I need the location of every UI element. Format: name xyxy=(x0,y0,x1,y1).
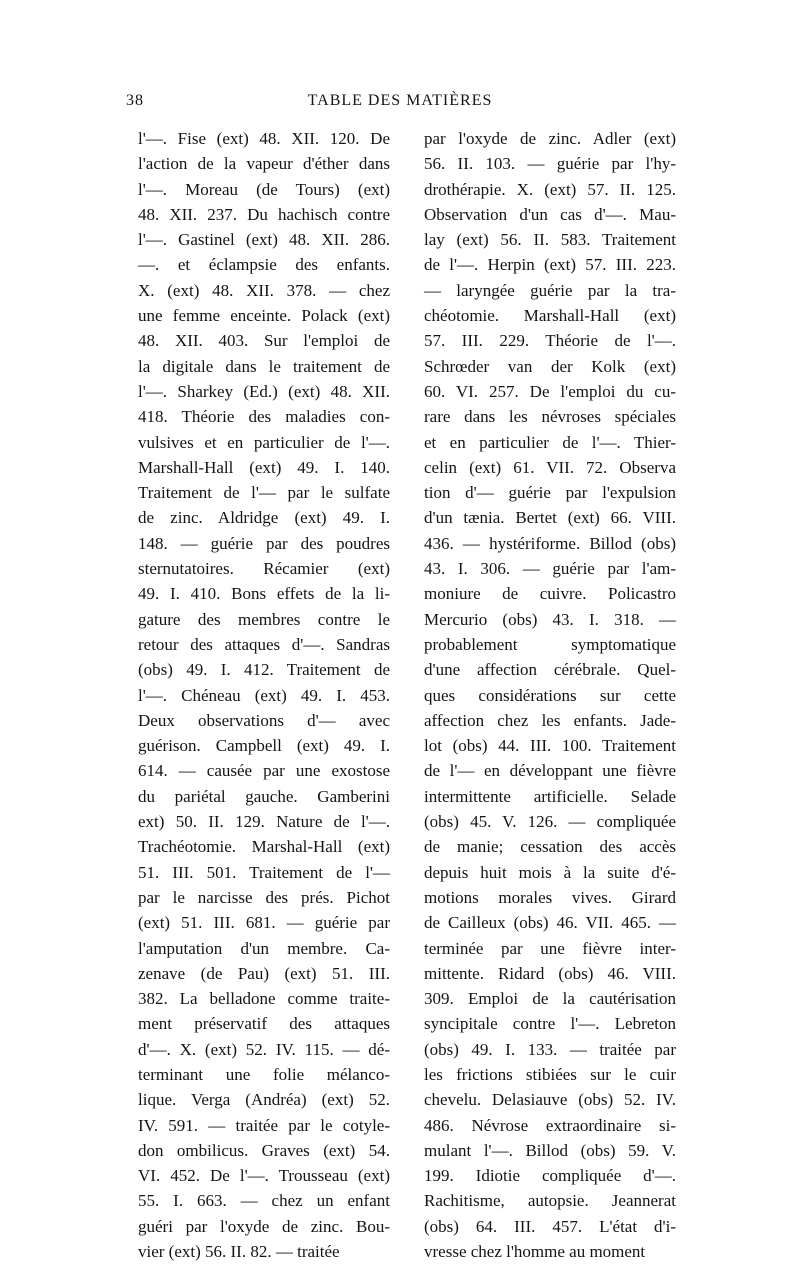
left-column xyxy=(138,126,390,1264)
text-line: Trachéotomie. Marshal-Hall (ext) xyxy=(138,837,390,857)
text-line: (obs) 64. III. 457. L'état d'i- xyxy=(424,1216,676,1236)
text-line: tion d'— guérie par l'expulsion xyxy=(424,483,676,503)
text-line: du pariétal gauche. Gamberini xyxy=(138,786,390,806)
text-line: Marshall-Hall (ext) 49. I. 140. xyxy=(138,457,390,477)
text-line: (obs) 49. I. 412. Traitement de xyxy=(138,660,390,680)
text-line: X. (ext) 48. XII. 378. — chez xyxy=(138,280,390,300)
text-line: intermittente artificielle. Selade xyxy=(424,786,676,806)
text-line: de manie; cessation des accès xyxy=(424,837,676,857)
text-line: de l'—. Herpin (ext) 57. III. 223. xyxy=(424,255,676,275)
text-line: 48. XII. 237. Du hachisch contre xyxy=(138,204,390,224)
text-line: vulsives et en particulier de l'—. xyxy=(138,432,390,452)
text-line: par l'oxyde de zinc. Adler (ext) xyxy=(424,129,676,148)
text-line: terminée par une fièvre inter- xyxy=(424,938,676,958)
text-line: ext) 50. II. 129. Nature de l'—. xyxy=(138,812,390,832)
text-line: 436. — hystériforme. Billod (obs) xyxy=(424,533,676,553)
text-line: — laryngée guérie par la tra- xyxy=(424,280,676,300)
text-line: mittente. Ridard (obs) 46. VIII. xyxy=(424,963,676,983)
text-line: 60. VI. 257. De l'emploi du cu- xyxy=(424,381,676,401)
text-line: 199. Idiotie compliquée d'—. xyxy=(424,1166,676,1186)
text-line: d'un tænia. Bertet (ext) 66. VIII. xyxy=(424,508,676,528)
text-line: depuis huit mois à la suite d'é- xyxy=(424,862,676,882)
text-line: IV. 591. — traitée par le cotyle- xyxy=(138,1115,390,1135)
text-line: Observation d'un cas d'—. Mau- xyxy=(424,204,676,224)
text-line: mulant l'—. Billod (obs) 59. V. xyxy=(424,1140,676,1160)
text-line: Deux observations d'— avec xyxy=(138,710,390,730)
text-line: par le narcisse des prés. Pichot xyxy=(138,887,390,907)
text-line: d'—. X. (ext) 52. IV. 115. — dé- xyxy=(138,1039,390,1059)
text-line: probablement symptomatique xyxy=(424,634,676,654)
text-line: don ombilicus. Graves (ext) 54. xyxy=(138,1140,390,1160)
text-line: vresse chez l'homme au moment xyxy=(424,1242,646,1262)
text-line: lot (obs) 44. III. 100. Traitement xyxy=(424,736,676,756)
text-line: moniure de cuivre. Policastro xyxy=(424,584,676,604)
text-line: de Cailleux (obs) 46. VII. 465. — xyxy=(424,913,676,933)
text-line: zenave (de Pau) (ext) 51. III. xyxy=(138,963,390,983)
text-line: de l'— en développant une fièvre xyxy=(424,761,676,781)
text-line: ment préservatif des attaques xyxy=(138,1014,390,1034)
right-column xyxy=(424,126,676,1264)
text-line: rare dans les névroses spéciales xyxy=(424,407,676,427)
text-line: 48. XII. 403. Sur l'emploi de xyxy=(138,331,390,351)
text-line: (obs) 49. I. 133. — traitée par xyxy=(424,1039,676,1059)
text-line: 56. II. 103. — guérie par l'hy- xyxy=(424,154,676,174)
text-line: sternutatoires. Récamier (ext) xyxy=(138,559,390,579)
text-line: et en particulier de l'—. Thier- xyxy=(424,432,676,452)
text-line: Schrœder van der Kolk (ext) xyxy=(424,356,676,376)
text-line: VI. 452. De l'—. Trousseau (ext) xyxy=(138,1166,390,1186)
text-line: 614. — causée par une exostose xyxy=(138,761,390,781)
text-line: syncipitale contre l'—. Lebreton xyxy=(424,1014,676,1034)
text-line: Traitement de l'— par le sulfate xyxy=(138,483,390,503)
text-line: l'—. Chéneau (ext) 49. I. 453. xyxy=(138,685,390,705)
text-line: guérison. Campbell (ext) 49. I. xyxy=(138,736,390,756)
text-line: affection chez les enfants. Jade- xyxy=(424,710,676,730)
text-line: 382. La belladone comme traite- xyxy=(138,989,390,1009)
text-line: l'—. Sharkey (Ed.) (ext) 48. XII. xyxy=(138,381,390,401)
running-title: TABLE DES MATIÈRES xyxy=(307,92,493,109)
text-line: d'une affection cérébrale. Quel- xyxy=(424,660,676,680)
text-line: drothérapie. X. (ext) 57. II. 125. xyxy=(424,179,676,199)
text-line: 43. I. 306. — guérie par l'am- xyxy=(424,559,676,579)
text-line: ques considérations sur cette xyxy=(424,685,676,705)
text-line: l'amputation d'un membre. Ca- xyxy=(138,938,390,958)
text-line: l'—. Gastinel (ext) 48. XII. 286. xyxy=(138,230,390,250)
text-line: —. et éclampsie des enfants. xyxy=(138,255,390,275)
text-line: (obs) 45. V. 126. — compliquée xyxy=(424,812,676,832)
page-header xyxy=(126,92,674,118)
text-line: 51. III. 501. Traitement de l'— xyxy=(138,862,390,882)
text-line: 57. III. 229. Théorie de l'—. xyxy=(424,331,676,351)
page-number: 38 xyxy=(126,92,144,109)
text-line: chéotomie. Marshall-Hall (ext) xyxy=(424,306,676,326)
text-line: motions morales vives. Girard xyxy=(424,887,676,907)
text-line: la digitale dans le traitement de xyxy=(138,356,390,376)
text-line: retour des attaques d'—. Sandras xyxy=(138,634,390,654)
text-line: gature des membres contre le xyxy=(138,609,390,629)
text-line: vier (ext) 56. II. 82. — traitée xyxy=(138,1242,340,1262)
text-line: chevelu. Delasiauve (obs) 52. IV. xyxy=(424,1090,676,1110)
text-line: une femme enceinte. Polack (ext) xyxy=(138,306,390,326)
text-line: celin (ext) 61. VII. 72. Observa xyxy=(424,457,676,477)
text-line: 49. I. 410. Bons effets de la li- xyxy=(138,584,390,604)
text-line: guéri par l'oxyde de zinc. Bou- xyxy=(138,1216,390,1236)
text-line: (ext) 51. III. 681. — guérie par xyxy=(138,913,390,933)
text-line: 148. — guérie par des poudres xyxy=(138,533,390,553)
text-line: l'—. Fise (ext) 48. XII. 120. De xyxy=(138,129,390,148)
text-line: terminant une folie mélanco- xyxy=(138,1064,390,1084)
text-line: 309. Emploi de la cautérisation xyxy=(424,989,676,1009)
text-line: de zinc. Aldridge (ext) 49. I. xyxy=(138,508,390,528)
text-line: les frictions stibiées sur le cuir xyxy=(424,1064,676,1084)
text-line: Mercurio (obs) 43. I. 318. — xyxy=(424,609,676,629)
text-line: 486. Névrose extraordinaire si- xyxy=(424,1115,676,1135)
text-line: 55. I. 663. — chez un enfant xyxy=(138,1191,390,1211)
text-line: 418. Théorie des maladies con- xyxy=(138,407,390,427)
text-line: lay (ext) 56. II. 583. Traitement xyxy=(424,230,676,250)
text-line: Rachitisme, autopsie. Jeannerat xyxy=(424,1191,676,1211)
text-line: l'—. Moreau (de Tours) (ext) xyxy=(138,179,390,199)
text-line: lique. Verga (Andréa) (ext) 52. xyxy=(138,1090,390,1110)
text-line: l'action de la vapeur d'éther dans xyxy=(138,154,390,174)
